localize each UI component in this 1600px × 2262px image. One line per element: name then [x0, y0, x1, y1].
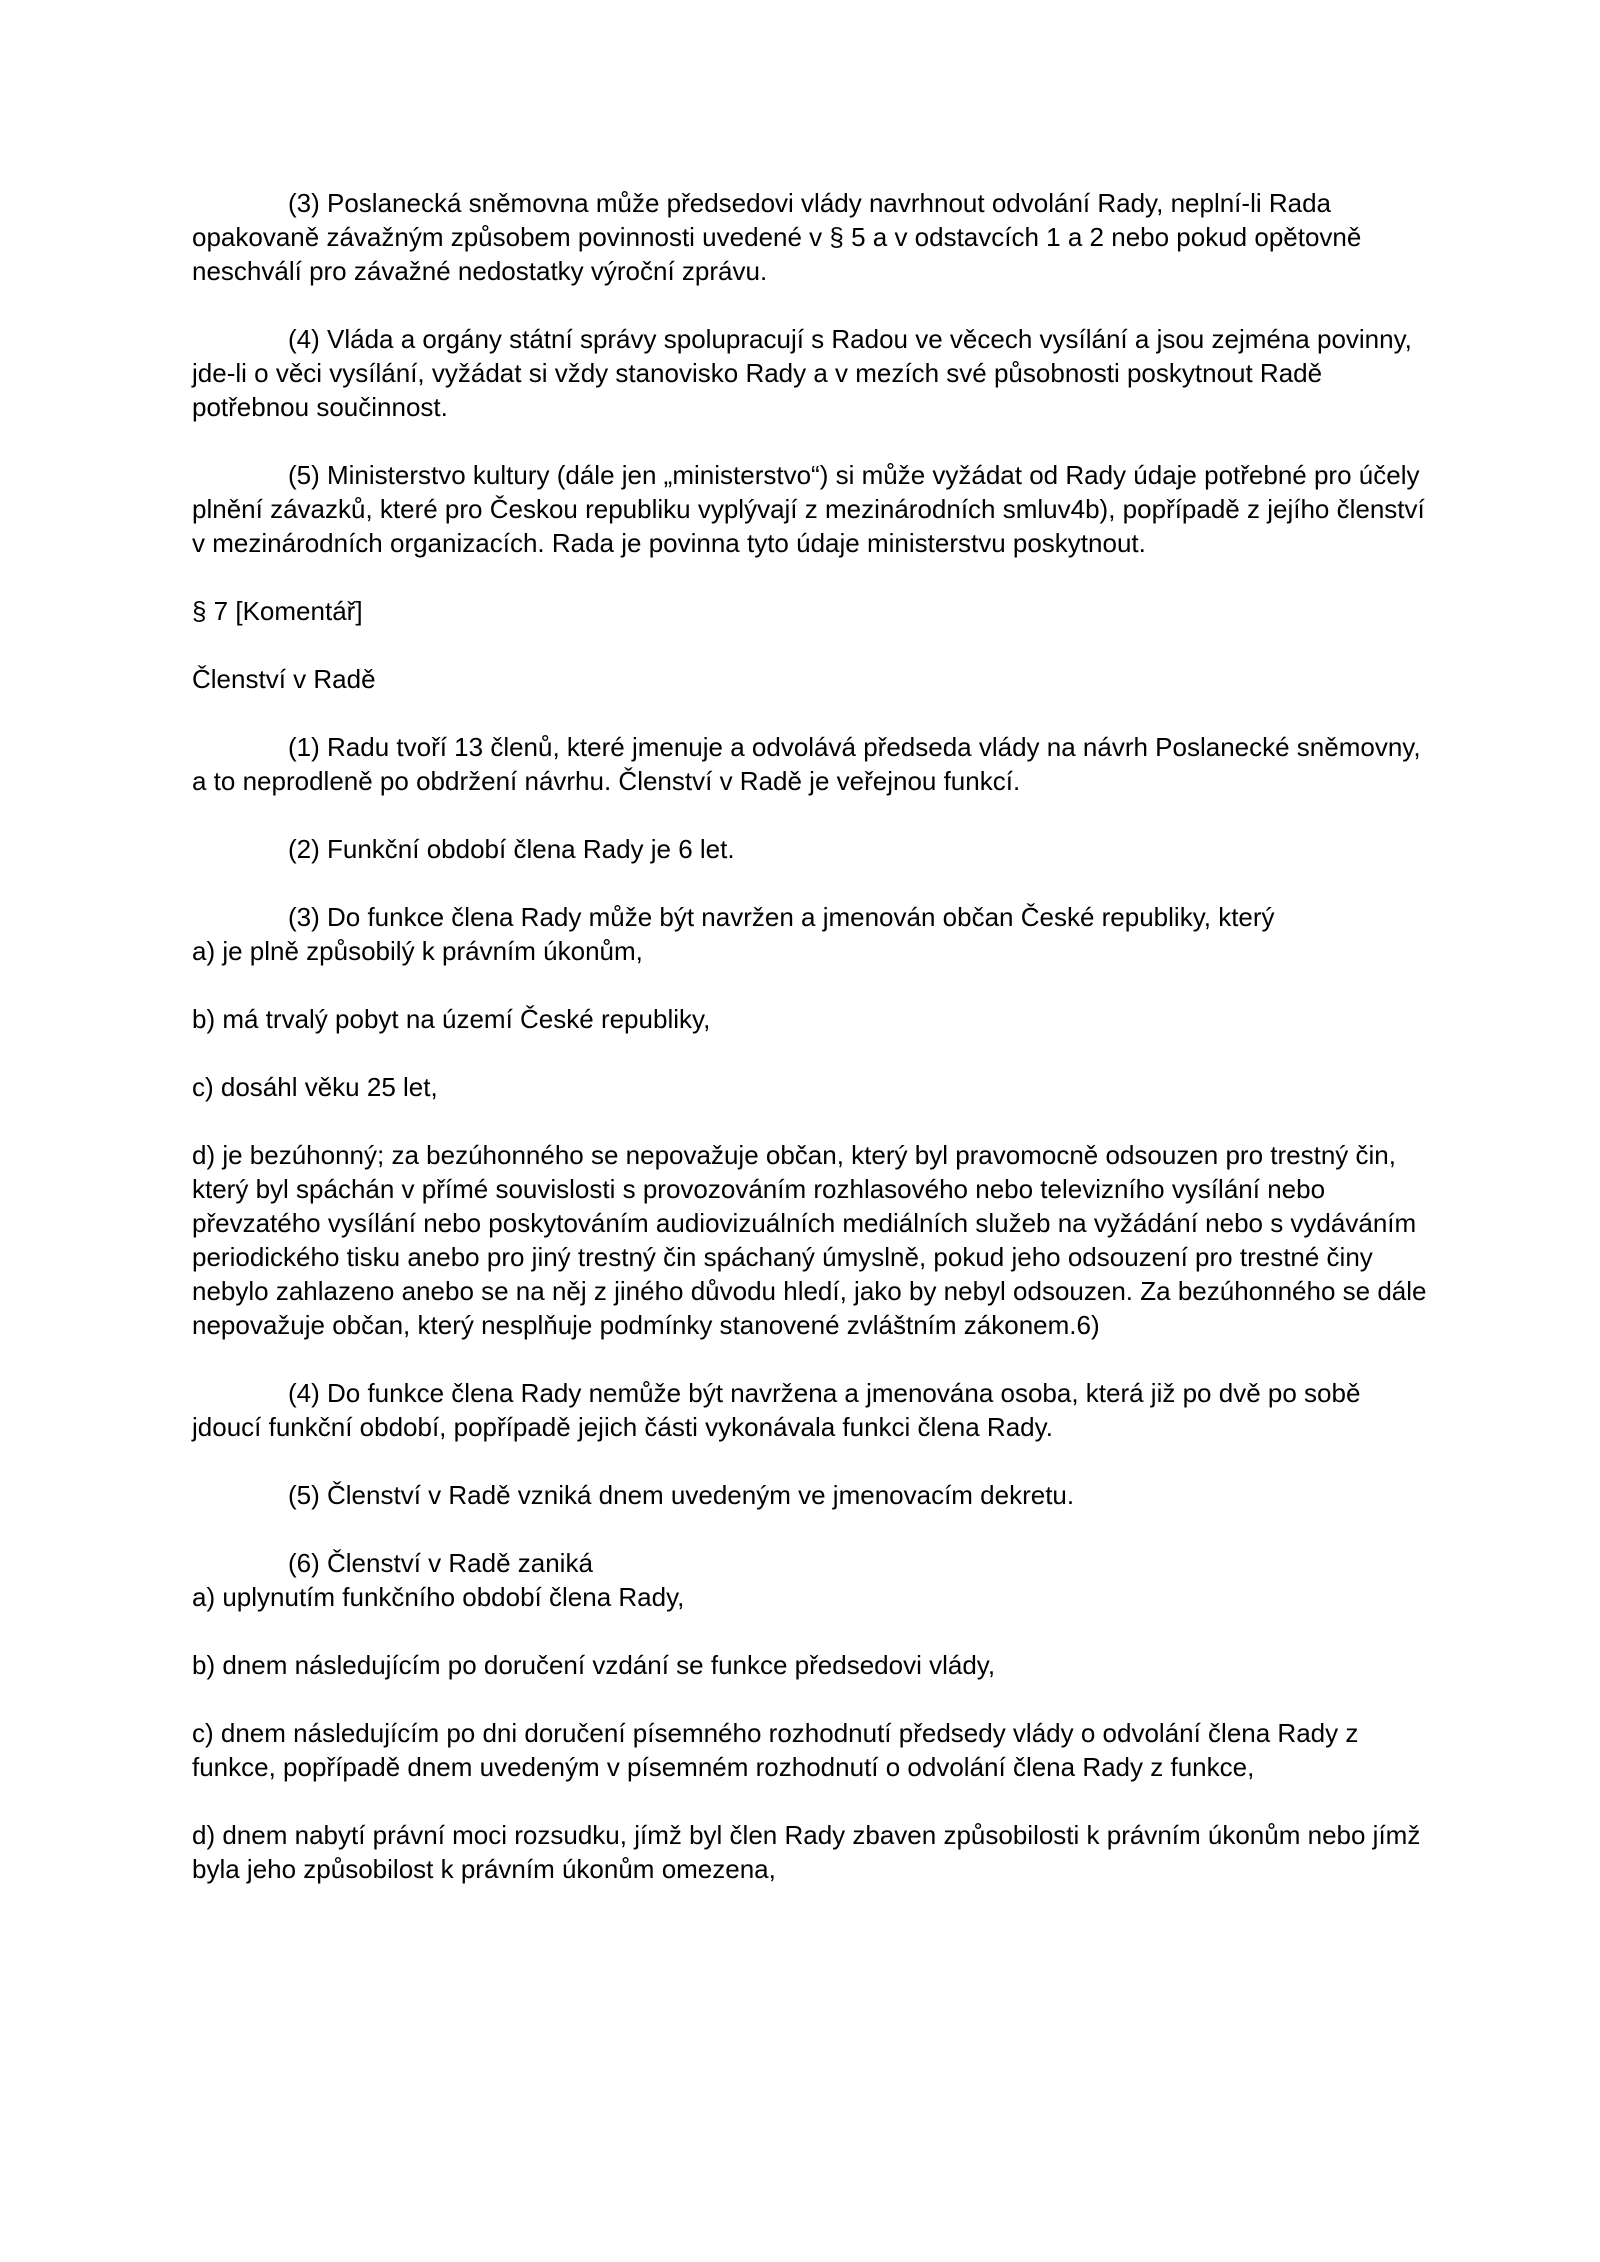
- paragraph-7-3: (3) Do funkce člena Rady může být navržen a jmenován občan České republiky, který: [288, 902, 1275, 932]
- list-item-7-6-c: c) dnem následujícím po dni doručení písemného rozhodnutí předsedy vlády o odvolání člena Rady z funkce, popřípadě dnem uvedeným v písemném rozhodnutí o odvolání člena Rady z funkce,: [192, 1718, 1359, 1782]
- list-item-7-6-a: a) uplynutím funkčního období člena Rady,: [192, 1582, 685, 1612]
- paragraph-7-1: (1) Radu tvoří 13 členů, které jmenuje a odvolává předseda vlády na návrh Poslanecké sněmovny, a to neprodleně po obdržení návrhu. Členství v Radě je veřejnou funkcí.: [192, 732, 1421, 796]
- paragraph-7-2: (2) Funkční období člena Rady je 6 let.: [288, 834, 735, 864]
- section-title: Členství v Radě: [192, 664, 376, 694]
- paragraph-7-5: (5) Členství v Radě vzniká dnem uvedeným ve jmenovacím dekretu.: [288, 1480, 1075, 1510]
- paragraph-6-3: (3) Poslanecká sněmovna může předsedovi vlády navrhnout odvolání Rady, neplní-li Rada opakovaně závažným způsobem povinnosti uvedené v § 5 a v odstavcích 1 a 2 nebo pokud opětovně neschválí pro závažné nedostatky výroční zprávu.: [192, 188, 1362, 286]
- list-item-7-6-d: d) dnem nabytí právní moci rozsudku, jímž byl člen Rady zbaven způsobilosti k právním úkonům nebo jímž byla jeho způsobilost k právním úkonům omezena,: [192, 1820, 1421, 1884]
- list-item-7-3-b: b) má trvalý pobyt na území České republiky,: [192, 1004, 711, 1034]
- document-page: [192, 186, 1432, 1920]
- paragraph-7-6: (6) Členství v Radě zaniká: [288, 1548, 593, 1578]
- paragraph-6-4: (4) Vláda a orgány státní správy spolupracují s Radou ve věcech vysílání a jsou zejména povinny, jde-li o věci vysílání, vyžádat si vždy stanovisko Rady a v mezích své působnosti poskytnout Radě potřebnou součinnost.: [192, 324, 1412, 422]
- list-item-7-3-d: d) je bezúhonný; za bezúhonného se nepovažuje občan, který byl pravomocně odsouzen pro trestný čin, který byl spáchán v přímé souvislosti s provozováním rozhlasového nebo televizního vysílání nebo převzatého vysílání nebo poskytováním audiovizuálních mediálních služeb na vyžádání nebo s vydáváním periodického tisku anebo pro jiný trestný čin spáchaný úmyslně, pokud jeho odsouzení pro trestné činy nebylo zahlazeno anebo se na něj z jiného důvodu hledí, jako by nebyl odsouzen. Za bezúhonného se dále nepovažuje občan, který nesplňuje podmínky stanovené zvláštním zákonem.6): [192, 1140, 1427, 1340]
- list-item-7-3-a: a) je plně způsobilý k právním úkonům,: [192, 936, 643, 966]
- paragraph-7-4: (4) Do funkce člena Rady nemůže být navržena a jmenována osoba, která již po dvě po sobě jdoucí funkční období, popřípadě jejich části vykonávala funkci člena Rady.: [192, 1378, 1361, 1442]
- paragraph-6-5: (5) Ministerstvo kultury (dále jen „ministerstvo“) si může vyžádat od Rady údaje potřebné pro účely plnění závazků, které pro Českou republiku vyplývají z mezinárodních smluv4b), popřípadě z jejího členství v mezinárodních organizacích. Rada je povinna tyto údaje ministerstvu poskytnout.: [192, 460, 1425, 558]
- list-item-7-3-c: c) dosáhl věku 25 let,: [192, 1072, 438, 1102]
- list-item-7-6-b: b) dnem následujícím po doručení vzdání se funkce předsedovi vlády,: [192, 1650, 996, 1680]
- section-heading: § 7 [Komentář]: [192, 596, 363, 626]
